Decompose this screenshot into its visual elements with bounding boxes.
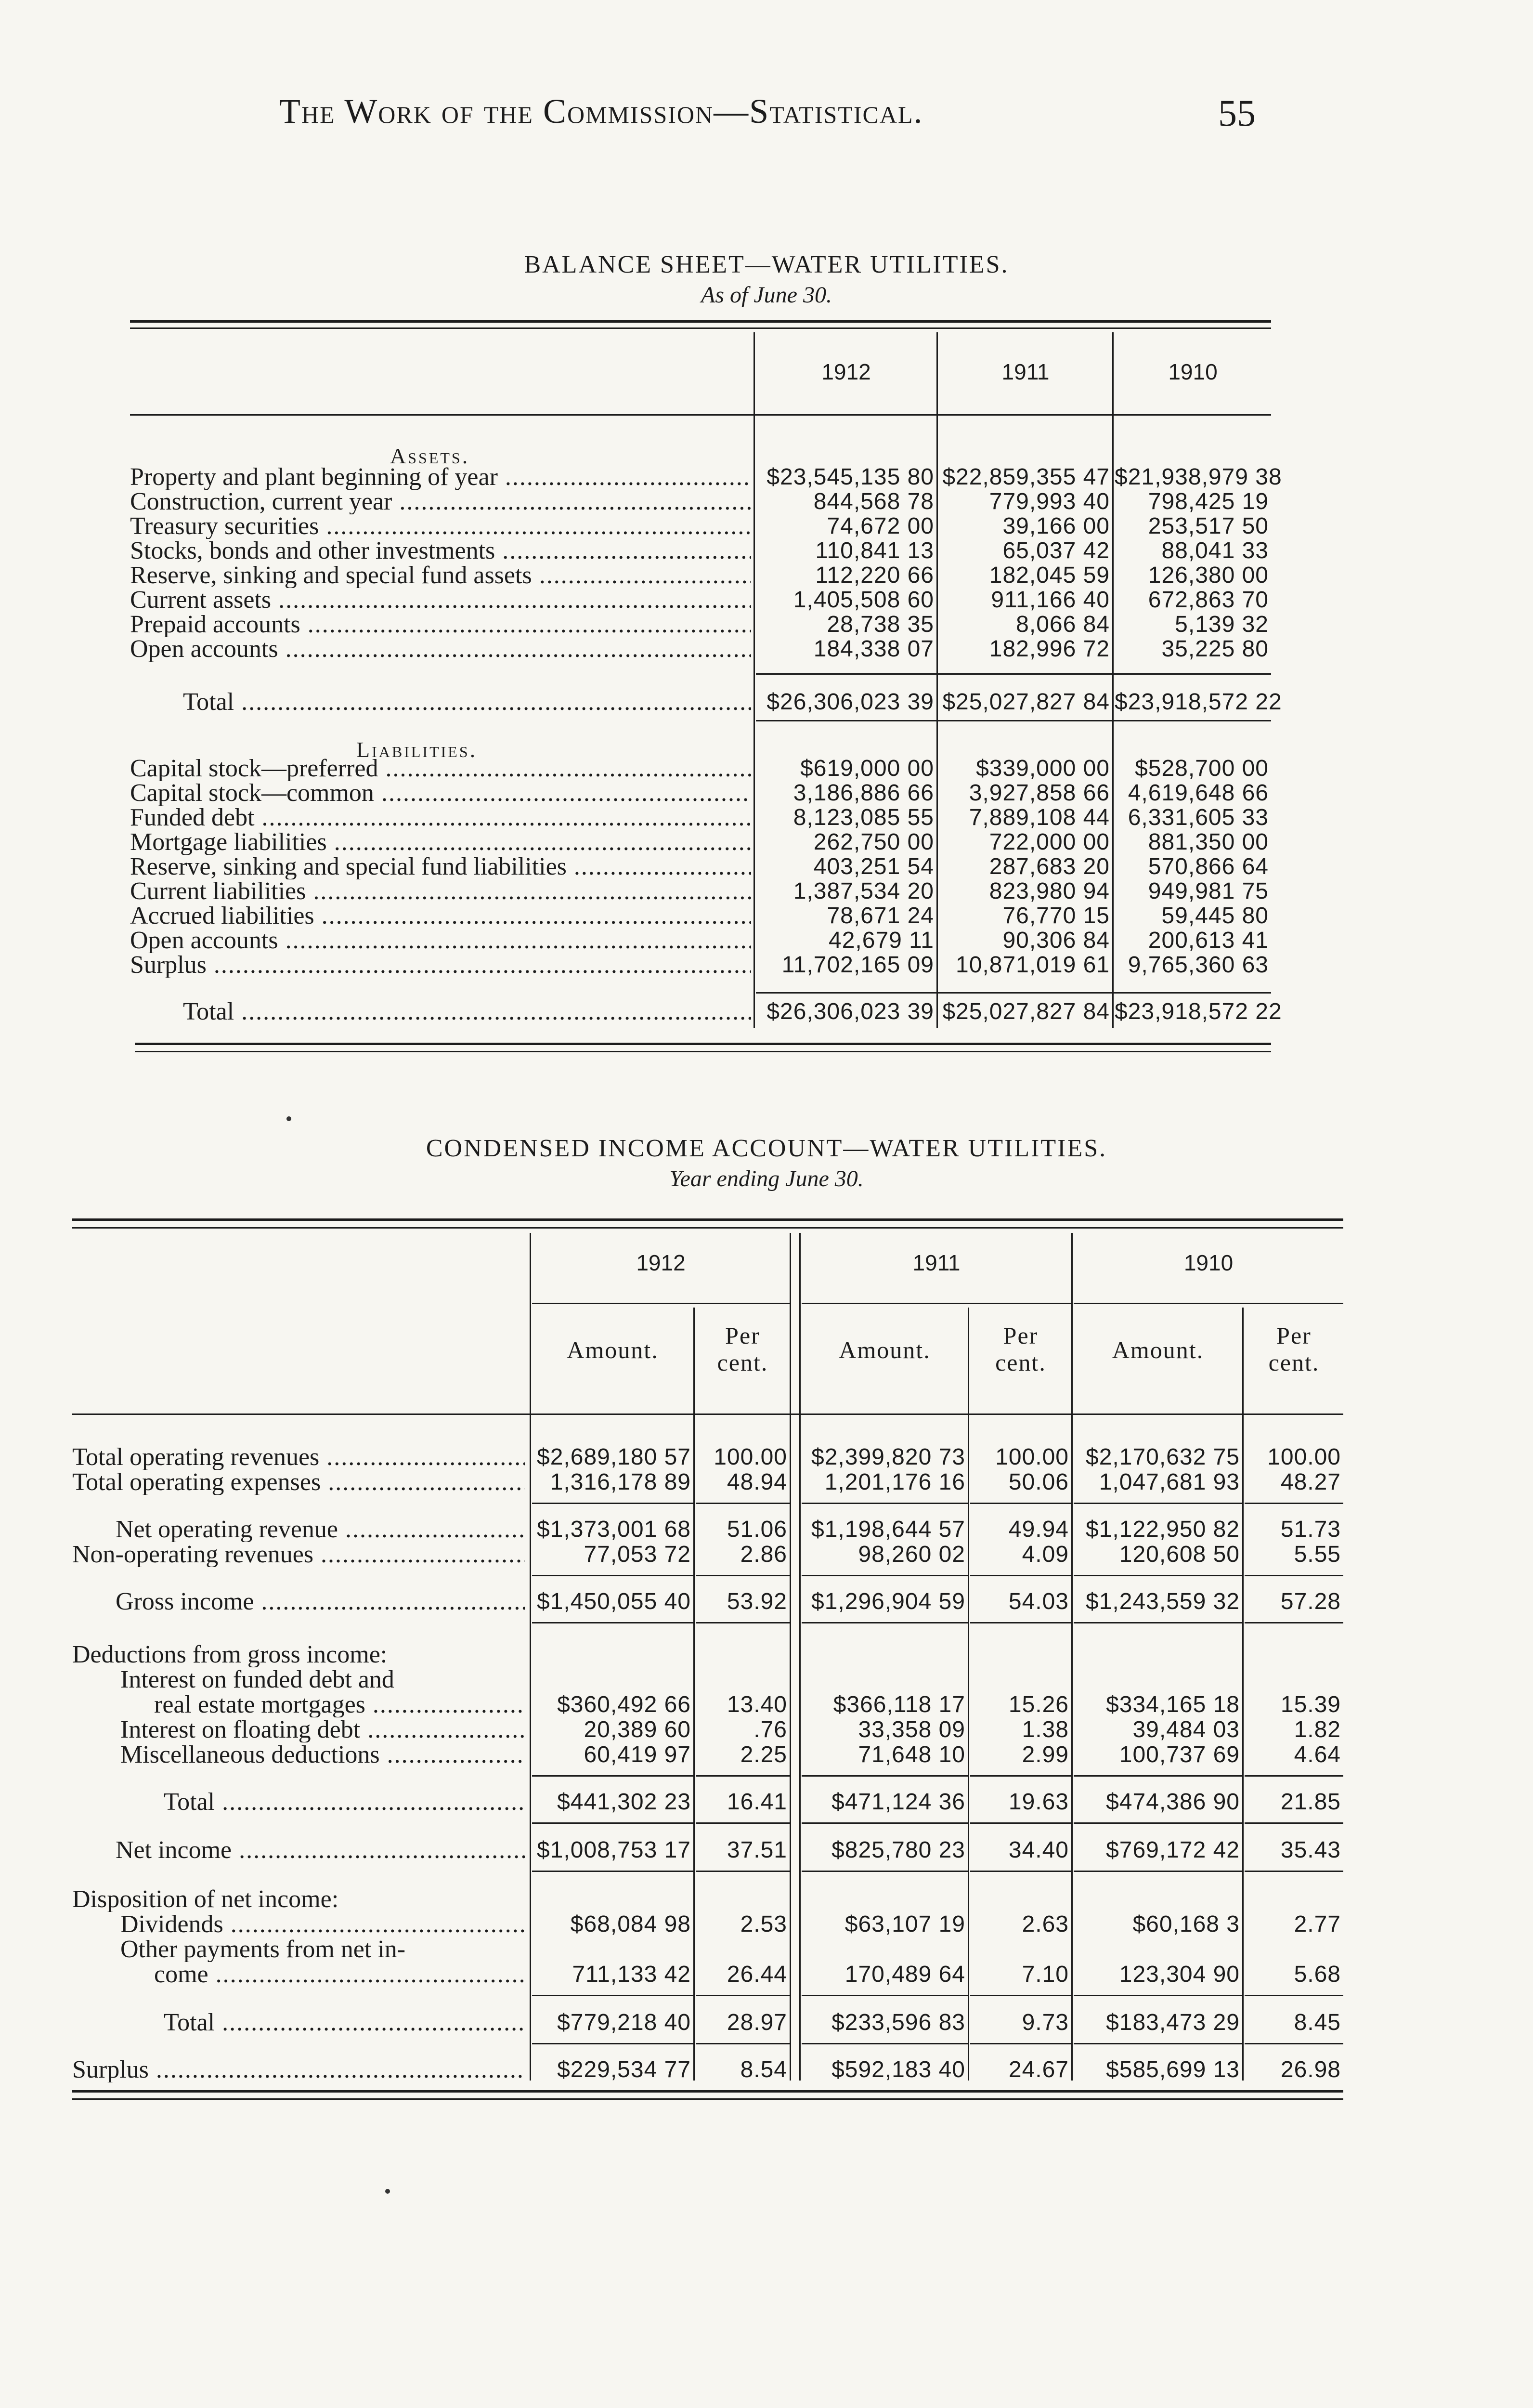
- row-value: 7,889,108 44: [969, 805, 1110, 830]
- income-row-value: 34.40: [1008, 1837, 1069, 1863]
- income-row-label: Total operating expenses .....: [72, 1470, 525, 1495]
- row-value: 78,671 24: [827, 903, 934, 929]
- income-row-value: 77,053 72: [584, 1542, 691, 1567]
- row-value: $619,000 00: [800, 756, 934, 781]
- page-number: 55: [1218, 92, 1256, 134]
- row-value: 8,123,085 55: [793, 805, 934, 830]
- col-percent-1911: Per cent.: [995, 1322, 1046, 1376]
- income-row-label: Net income .....: [116, 1838, 525, 1863]
- income-row-value: $471,124 36: [831, 1789, 965, 1815]
- income-row-value: 4.09: [1022, 1542, 1069, 1567]
- income-row-value: 50.06: [1008, 1469, 1069, 1495]
- row-label: Reserve, sinking and special fund liabilities .....: [130, 854, 751, 879]
- subtotal-rule: [532, 1775, 693, 1777]
- income-row-value: 1,316,178 89: [550, 1469, 691, 1495]
- income-row-value: .76: [754, 1717, 787, 1742]
- income-row-label: Gross income .....: [116, 1589, 525, 1614]
- income-row-value: 53.92: [727, 1589, 787, 1614]
- income-row-value: 2.86: [740, 1542, 787, 1567]
- income-row-value: 57.28: [1280, 1589, 1341, 1614]
- income-row-label: Interest on funded debt and: [120, 1667, 394, 1692]
- income-row-value: 1,047,681 93: [1099, 1469, 1240, 1495]
- income-row-value: 1,201,176 16: [824, 1469, 965, 1495]
- income-row-value: $63,107 19: [844, 1911, 965, 1937]
- row-value: 5,139 32: [1175, 612, 1269, 637]
- row-label: Mortgage liabilities .....: [130, 830, 751, 855]
- income-row-value: $2,170,632 75: [1086, 1444, 1240, 1470]
- income-row-label: Net operating revenue .....: [116, 1517, 525, 1542]
- income-row-label: Disposition of net income:: [72, 1887, 339, 1912]
- subtotal-rule: [1074, 1822, 1242, 1824]
- row-value: 262,750 00: [813, 829, 934, 855]
- income-row-value: 37.51: [727, 1837, 787, 1863]
- row-value: 88,041 33: [1161, 538, 1269, 563]
- income-row-value: 100.00: [995, 1444, 1069, 1470]
- subtotal-rule: [1074, 1871, 1242, 1872]
- income-year-1911: 1911: [912, 1250, 961, 1275]
- income-year-1912: 1912: [636, 1250, 686, 1275]
- income-row-value: 1.82: [1294, 1717, 1341, 1742]
- income-row-value: 21.85: [1280, 1789, 1341, 1815]
- row-value: $528,700 00: [1135, 756, 1269, 781]
- subtotal-rule: [696, 1575, 790, 1576]
- income-account-subtitle: Year ending June 30.: [669, 1166, 864, 1191]
- income-row-value: 2.53: [740, 1911, 787, 1937]
- row-label: Current liabilities .....: [130, 879, 751, 904]
- income-row-value: $592,183 40: [831, 2057, 965, 2082]
- col-percent-1912: Per cent.: [717, 1322, 768, 1376]
- income-row-value: 15.26: [1008, 1692, 1069, 1717]
- income-row-value: 13.40: [727, 1692, 787, 1717]
- liabilities-heading: Liabilities.: [356, 737, 478, 762]
- income-row-label: Total operating revenues .....: [72, 1445, 525, 1470]
- income-account-title: CONDENSED INCOME ACCOUNT—WATER UTILITIES.: [426, 1135, 1107, 1162]
- liabilities-total-1911: $25,027,827 84: [942, 999, 1110, 1024]
- subtotal-rule: [970, 1775, 1071, 1777]
- income-row-value: $585,699 13: [1106, 2057, 1240, 2082]
- subtotal-rule: [696, 1995, 790, 1996]
- row-value: 4,619,648 66: [1128, 780, 1269, 806]
- row-label: Current assets .....: [130, 588, 751, 613]
- row-value: 844,568 78: [813, 489, 934, 514]
- subtotal-rule: [1245, 1575, 1343, 1576]
- income-row-value: 51.73: [1280, 1517, 1341, 1542]
- subtotal-rule: [970, 1871, 1071, 1872]
- assets-total-label: Total .....: [183, 690, 751, 715]
- year-header-1911: 1911: [1001, 359, 1050, 384]
- subtotal-rule: [1245, 1822, 1343, 1824]
- subtotal-rule: [532, 1622, 693, 1623]
- subtotal-rule: [970, 1575, 1071, 1576]
- row-label: Capital stock—common .....: [130, 781, 751, 806]
- income-row-label: Total .....: [164, 2010, 525, 2035]
- income-row-value: $60,168 3: [1132, 1911, 1240, 1937]
- income-row-value: 7.10: [1022, 1962, 1069, 1987]
- subtotal-rule: [970, 1503, 1071, 1504]
- income-row-label: Non-operating revenues .....: [72, 1542, 525, 1567]
- running-header: The Work of the Commission—Statistical.: [279, 92, 923, 131]
- income-row-value: 4.64: [1294, 1742, 1341, 1767]
- income-row-value: 26.98: [1280, 2057, 1341, 2082]
- liabilities-total-label: Total .....: [183, 999, 751, 1024]
- row-value: 823,980 94: [989, 878, 1110, 904]
- row-value: 779,993 40: [989, 489, 1110, 514]
- row-label: Funded debt .....: [130, 805, 751, 830]
- balance-sheet-title: BALANCE SHEET—WATER UTILITIES.: [524, 251, 1009, 278]
- income-row-value: $1,373,001 68: [537, 1517, 691, 1542]
- row-value: 1,387,534 20: [793, 878, 934, 904]
- row-value: 182,996 72: [989, 636, 1110, 662]
- assets-total-1912: $26,306,023 39: [766, 689, 934, 715]
- subtotal-rule: [696, 1871, 790, 1872]
- row-value: 126,380 00: [1148, 563, 1269, 588]
- income-row-label: Deductions from gross income:: [72, 1642, 388, 1667]
- row-label: Reserve, sinking and special fund assets .....: [130, 563, 751, 588]
- income-row-value: $441,302 23: [557, 1789, 691, 1815]
- income-row-value: $769,172 42: [1106, 1837, 1240, 1863]
- subtotal-rule: [1245, 1503, 1343, 1504]
- row-value: 949,981 75: [1148, 878, 1269, 904]
- row-label: Accrued liabilities .....: [130, 903, 751, 929]
- subtotal-rule: [532, 1871, 693, 1872]
- income-row-value: $2,689,180 57: [537, 1444, 691, 1470]
- subtotal-rule: [1245, 1995, 1343, 1996]
- income-row-value: 49.94: [1008, 1517, 1069, 1542]
- row-value: 3,927,858 66: [969, 780, 1110, 806]
- income-row-value: 33,358 09: [858, 1717, 965, 1742]
- liabilities-total-1910: $23,918,572 22: [1115, 999, 1282, 1024]
- subtotal-rule: [532, 1503, 693, 1504]
- income-row-value: 16.41: [727, 1789, 787, 1815]
- income-row-value: $1,198,644 57: [811, 1517, 965, 1542]
- income-row-value: $360,492 66: [557, 1692, 691, 1717]
- income-row-value: 26.44: [727, 1962, 787, 1987]
- subtotal-rule: [1245, 1871, 1343, 1872]
- row-value: 90,306 84: [1002, 928, 1110, 953]
- row-value: 672,863 70: [1148, 587, 1269, 613]
- row-value: 881,350 00: [1148, 829, 1269, 855]
- row-value: 287,683 20: [989, 854, 1110, 879]
- subtotal-rule: [532, 1575, 693, 1576]
- income-row-value: $1,008,753 17: [537, 1837, 691, 1863]
- income-row-value: $2,399,820 73: [811, 1444, 965, 1470]
- income-row-value: $1,243,559 32: [1086, 1589, 1240, 1614]
- income-row-value: 98,260 02: [858, 1542, 965, 1567]
- row-value: $339,000 00: [976, 756, 1110, 781]
- subtotal-rule: [532, 1995, 693, 1996]
- row-label: Prepaid accounts .....: [130, 612, 751, 637]
- row-value: 74,672 00: [827, 513, 934, 539]
- row-label: Open accounts .....: [130, 928, 751, 953]
- income-row-value: 54.03: [1008, 1589, 1069, 1614]
- income-row-value: $229,534 77: [557, 2057, 691, 2082]
- row-label: Treasury securities .....: [130, 514, 751, 539]
- row-value: 8,066 84: [1016, 612, 1110, 637]
- row-value: 9,765,360 63: [1128, 952, 1269, 978]
- subtotal-rule: [802, 1622, 968, 1623]
- subtotal-rule: [802, 1995, 968, 1996]
- row-value: 182,045 59: [989, 563, 1110, 588]
- income-row-value: 5.55: [1294, 1542, 1341, 1567]
- income-row-label: Miscellaneous deductions .....: [120, 1742, 525, 1767]
- income-year-1910: 1910: [1183, 1250, 1234, 1275]
- income-row-value: $1,122,950 82: [1086, 1517, 1240, 1542]
- subtotal-rule: [696, 1775, 790, 1777]
- col-amount-1910: Amount.: [1112, 1336, 1204, 1363]
- subtotal-rule: [1074, 1995, 1242, 1996]
- income-row-value: 2.63: [1022, 1911, 1069, 1937]
- income-row-value: 2.25: [740, 1742, 787, 1767]
- subtotal-rule: [802, 1575, 968, 1576]
- subtotal-rule: [1074, 1622, 1242, 1623]
- row-value: 59,445 80: [1161, 903, 1269, 929]
- income-row-label: Interest on floating debt .....: [120, 1717, 525, 1742]
- income-row-value: 1.38: [1022, 1717, 1069, 1742]
- subtotal-rule: [802, 1775, 968, 1777]
- income-row-value: 9.73: [1022, 2010, 1069, 2035]
- income-row-value: 35.43: [1280, 1837, 1341, 1863]
- row-value: 110,841 13: [815, 538, 934, 563]
- row-value: 253,517 50: [1148, 513, 1269, 539]
- income-row-value: $1,296,904 59: [811, 1589, 965, 1614]
- income-row-value: $334,165 18: [1106, 1692, 1240, 1717]
- income-row-label: Total .....: [164, 1790, 525, 1815]
- row-value: 911,166 40: [991, 587, 1110, 613]
- income-row-value: $366,118 17: [833, 1692, 965, 1717]
- subtotal-rule: [970, 2043, 1071, 2044]
- row-label: Construction, current year .....: [130, 489, 751, 514]
- row-label: Stocks, bonds and other investments .....: [130, 538, 751, 563]
- subtotal-rule: [1074, 2043, 1242, 2044]
- subtotal-rule: [532, 2043, 693, 2044]
- row-value: 65,037 42: [1002, 538, 1110, 563]
- row-value: 3,186,886 66: [793, 780, 934, 806]
- income-row-value: 24.67: [1008, 2057, 1069, 2082]
- assets-total-1911: $25,027,827 84: [942, 689, 1110, 715]
- row-label: Capital stock—preferred .....: [130, 756, 751, 781]
- income-row-value: 100.00: [1267, 1444, 1341, 1470]
- row-value: 200,613 41: [1148, 928, 1269, 953]
- subtotal-rule: [696, 1622, 790, 1623]
- income-row-value: $825,780 23: [831, 1837, 965, 1863]
- subtotal-rule: [802, 1822, 968, 1824]
- income-row-value: 8.54: [740, 2057, 787, 2082]
- income-row-value: 5.68: [1294, 1962, 1341, 1987]
- row-value: 112,220 66: [815, 563, 934, 588]
- row-value: 39,166 00: [1002, 513, 1110, 539]
- income-row-value: 711,133 42: [572, 1962, 691, 1987]
- income-row-value: 71,648 10: [858, 1742, 965, 1767]
- income-row-value: 48.94: [727, 1469, 787, 1495]
- income-row-value: 100,737 69: [1119, 1742, 1240, 1767]
- subtotal-rule: [802, 1871, 968, 1872]
- income-row-value: $233,596 83: [831, 2010, 965, 2035]
- col-amount-1911: Amount.: [839, 1336, 931, 1363]
- row-value: $23,545,135 80: [766, 464, 934, 490]
- income-row-value: 170,489 64: [844, 1962, 965, 1987]
- subtotal-rule: [1074, 1575, 1242, 1576]
- subtotal-rule: [970, 1995, 1071, 1996]
- income-row-value: 48.27: [1280, 1469, 1341, 1495]
- income-row-label: Other payments from net in-: [120, 1937, 406, 1962]
- row-value: 798,425 19: [1148, 489, 1269, 514]
- income-row-label: come .....: [154, 1962, 525, 1987]
- row-value: 1,405,508 60: [793, 587, 934, 613]
- income-row-value: 123,304 90: [1119, 1962, 1240, 1987]
- subtotal-rule: [696, 1503, 790, 1504]
- subtotal-rule: [1074, 1503, 1242, 1504]
- subtotal-rule: [1245, 1622, 1343, 1623]
- income-row-value: 39,484 03: [1132, 1717, 1240, 1742]
- income-row-value: 100.00: [714, 1444, 787, 1470]
- income-row-value: 28.97: [727, 2010, 787, 2035]
- income-row-value: 19.63: [1008, 1789, 1069, 1815]
- income-row-value: $1,450,055 40: [537, 1589, 691, 1614]
- speck: [286, 1116, 291, 1121]
- subtotal-rule: [802, 2043, 968, 2044]
- row-label: Open accounts .....: [130, 637, 751, 662]
- col-percent-1910: Per cent.: [1268, 1322, 1320, 1376]
- row-value: 42,679 11: [829, 928, 934, 953]
- subtotal-rule: [1245, 2043, 1343, 2044]
- income-row-value: 2.99: [1022, 1742, 1069, 1767]
- row-value: 35,225 80: [1161, 636, 1269, 662]
- row-label: Surplus .....: [130, 953, 751, 978]
- row-value: $22,859,355 47: [942, 464, 1110, 490]
- income-row-label: Dividends .....: [120, 1912, 525, 1937]
- income-row-value: 20,389 60: [584, 1717, 691, 1742]
- subtotal-rule: [532, 1822, 693, 1824]
- subtotal-rule: [696, 1822, 790, 1824]
- row-value: 11,702,165 09: [781, 952, 934, 978]
- row-value: 184,338 07: [813, 636, 934, 662]
- income-row-label: real estate mortgages .....: [154, 1692, 525, 1717]
- row-value: $21,938,979 38: [1115, 464, 1282, 490]
- income-row-value: $183,473 29: [1106, 2010, 1240, 2035]
- row-value: 28,738 35: [827, 612, 934, 637]
- speck: [385, 2189, 390, 2194]
- year-header-1910: 1910: [1168, 359, 1218, 384]
- subtotal-rule: [1245, 1775, 1343, 1777]
- row-value: 570,866 64: [1148, 854, 1269, 879]
- assets-total-1910: $23,918,572 22: [1115, 689, 1282, 715]
- row-value: 722,000 00: [989, 829, 1110, 855]
- income-row-label: Surplus .....: [72, 2057, 525, 2082]
- row-value: 10,871,019 61: [956, 952, 1110, 978]
- row-value: 76,770 15: [1002, 903, 1110, 929]
- income-row-value: 51.06: [727, 1517, 787, 1542]
- subtotal-rule: [696, 2043, 790, 2044]
- row-value: 6,331,605 33: [1128, 805, 1269, 830]
- liabilities-total-1912: $26,306,023 39: [766, 999, 934, 1024]
- subtotal-rule: [1074, 1775, 1242, 1777]
- row-value: 403,251 54: [813, 854, 934, 879]
- assets-heading: Assets.: [390, 444, 470, 468]
- row-label: Property and plant beginning of year .....: [130, 465, 751, 490]
- subtotal-rule: [970, 1622, 1071, 1623]
- income-row-value: 8.45: [1294, 2010, 1341, 2035]
- income-row-value: 15.39: [1280, 1692, 1341, 1717]
- subtotal-rule: [970, 1822, 1071, 1824]
- income-row-value: 120,608 50: [1119, 1542, 1240, 1567]
- income-row-value: $474,386 90: [1106, 1789, 1240, 1815]
- subtotal-rule: [802, 1503, 968, 1504]
- year-header-1912: 1912: [821, 359, 871, 384]
- income-row-value: $779,218 40: [557, 2010, 691, 2035]
- income-row-value: $68,084 98: [570, 1911, 691, 1937]
- balance-sheet-subtitle: As of June 30.: [701, 282, 832, 308]
- income-row-value: 60,419 97: [584, 1742, 691, 1767]
- col-amount-1912: Amount.: [567, 1336, 659, 1363]
- income-row-value: 2.77: [1294, 1911, 1341, 1937]
